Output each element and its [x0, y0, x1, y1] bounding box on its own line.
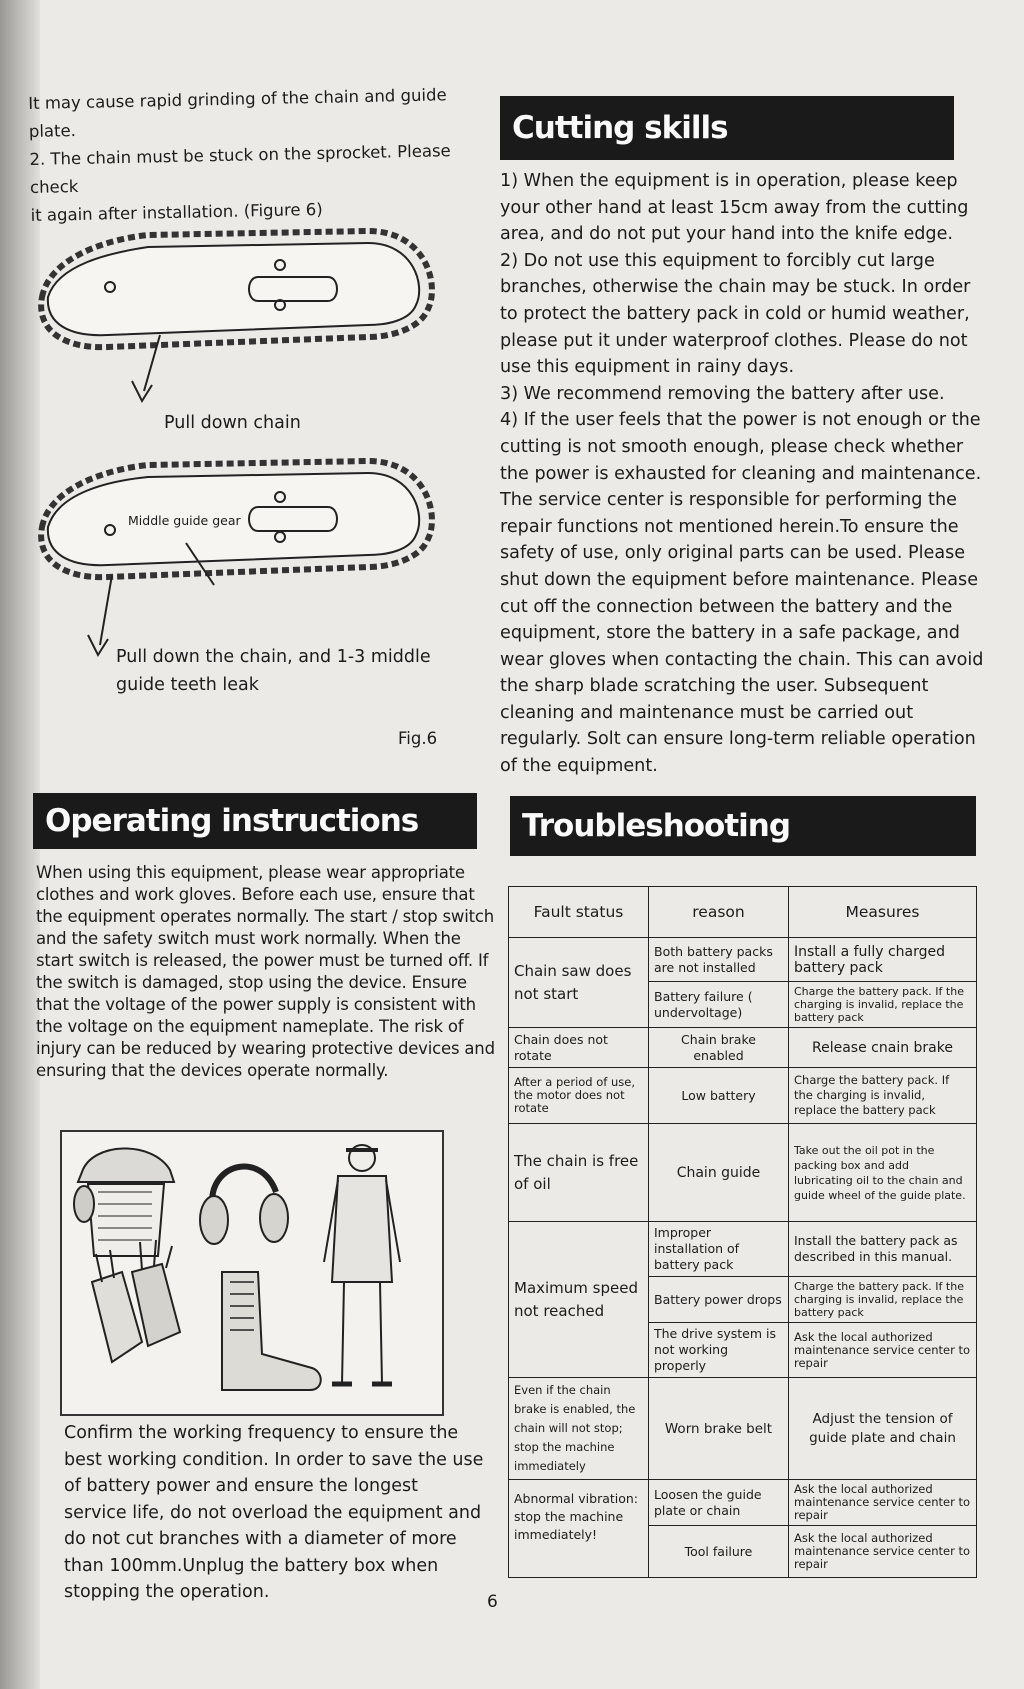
face-shield-helmet-icon — [74, 1148, 174, 1256]
protective-equipment-illustration — [60, 1130, 444, 1416]
measure-cell: Ask the local authorized maintenance service center to repair — [789, 1526, 977, 1578]
measure-cell: Charge the battery pack. If the charging is invalid, replace the battery pack — [789, 1277, 977, 1323]
figure-caption: Fig.6 — [398, 729, 438, 748]
arrow-down-icon — [88, 575, 112, 655]
fault-cell: Chain does not rotate — [509, 1028, 649, 1068]
chain-diagram-illustration — [28, 225, 468, 745]
operating-instructions-text: When using this equipment, please wear appropriate clothes and work gloves. Before each use, ensure that the equipment operates normally. The start / stop switch and the safety switch must work normally. When the start switch is released, the power must be turned off. If the switch is damaged, stop using the device. Ensure that the voltage of the power supply is consistent with the voltage on the equipment nameplate. The risk of injury can be reduced by wearing protective devices and ensuring that the devices operate normally. — [36, 863, 495, 1080]
fault-cell: Even if the chain brake is enabled, the chain will not stop; stop the machine immediately — [509, 1378, 649, 1480]
reason-cell: Both battery packs are not installed — [649, 938, 789, 982]
measure-cell: Ask the local authorized maintenance service center to repair — [789, 1480, 977, 1526]
reason-cell: Low battery — [649, 1068, 789, 1124]
measure-cell: Charge the battery pack. If the charging is invalid, replace the battery pack — [789, 1068, 977, 1124]
work-gloves-icon — [92, 1240, 180, 1362]
intro-text — [28, 85, 498, 230]
intro-line: it again after installation. (Figure 6) — [30, 199, 323, 225]
table-row — [509, 1480, 977, 1526]
reason-cell: Chain brake enabled — [649, 1028, 789, 1068]
measure-cell: Take out the oil pot in the packing box and add lubricating oil to the chain and guide wheel of the guide plate. — [789, 1124, 977, 1222]
intro-line: It may cause rapid grinding of the chain and guide plate. — [28, 85, 447, 141]
fault-cell: Maximum speed not reached — [509, 1222, 649, 1378]
cutting-paragraph: 4) If the user feels that the power is not enough or the cutting is not smooth enough, please check whether the power is exhausted for cleaning and maintenance. The service center is responsible for performing the repair functions not mentioned herein.To ensure the safety of use, only original parts can be used. Please shut down the equipment before maintenance. Please cut off the connection between the battery and the equipment, store the battery in a safe package, and wear gloves when contacting the chain. This can avoid the sharp blade scratching the user. Subsequent cleaning and maintenance must be carried out regularly. Solt can ensure long-term reliable operation of the equipment. — [500, 410, 984, 777]
label-pull-down-chain: Pull down chain — [164, 413, 301, 433]
cutting-skills-text — [500, 168, 990, 780]
guide-bar-top — [41, 231, 432, 347]
troubleshooting-table — [508, 886, 977, 1578]
table-row — [509, 938, 977, 982]
heading-operating-instructions: Operating instructions — [33, 793, 477, 849]
worker-in-protective-clothing-icon — [324, 1145, 400, 1384]
table-row — [509, 1378, 977, 1480]
reason-cell: Improper installation of battery pack — [649, 1222, 789, 1277]
table-row — [509, 1124, 977, 1222]
fault-cell: Chain saw does not start — [509, 938, 649, 1028]
measure-cell: Release cnain brake — [789, 1028, 977, 1068]
reason-cell: The drive system is not working properly — [649, 1323, 789, 1378]
table-row — [509, 1028, 977, 1068]
header-reason: reason — [649, 887, 789, 938]
table-row — [509, 1068, 977, 1124]
measure-cell: Ask the local authorized maintenance service center to repair — [789, 1323, 977, 1378]
label-pull-down-chain-leak: Pull down the chain, and 1-3 middle — [116, 647, 431, 667]
measure-cell: Install the battery pack as described in this manual. — [789, 1222, 977, 1277]
reason-cell: Chain guide — [649, 1124, 789, 1222]
heading-troubleshooting: Troubleshooting — [510, 796, 976, 856]
header-measures: Measures — [789, 887, 977, 938]
fault-cell: Abnormal vibration: stop the machine immediately! — [509, 1480, 649, 1578]
safety-boot-icon — [222, 1272, 321, 1390]
cutting-paragraph: 1) When the equipment is in operation, please keep your other hand at least 15cm away from the cutting area, and do not put your hand into the knife edge. — [500, 171, 969, 245]
reason-cell: Battery failure ( undervoltage) — [649, 982, 789, 1028]
figure-6-chain-diagram — [28, 225, 468, 748]
label-middle-guide-gear: Middle guide gear — [128, 513, 241, 528]
reason-cell: Loosen the guide plate or chain — [649, 1480, 789, 1526]
header-fault-status: Fault status — [509, 887, 649, 938]
reason-cell: Battery power drops — [649, 1277, 789, 1323]
cutting-paragraph: 3) We recommend removing the battery after use. — [500, 383, 945, 404]
reason-cell: Tool failure — [649, 1526, 789, 1578]
table-row — [509, 1222, 977, 1277]
intro-line: 2. The chain must be stuck on the sprocket. Please check — [29, 141, 451, 197]
measure-cell: Charge the battery pack. If the charging is invalid, replace the battery pack — [789, 982, 977, 1028]
page-number: 6 — [487, 1592, 498, 1612]
label-pull-down-chain-leak-2: guide teeth leak — [116, 675, 259, 695]
reason-cell: Worn brake belt — [649, 1378, 789, 1480]
table-header-row — [509, 887, 977, 938]
fault-cell: The chain is free of oil — [509, 1124, 649, 1222]
measure-cell: Install a fully charged battery pack — [789, 938, 977, 982]
fault-cell: After a period of use, the motor does not rotate — [509, 1068, 649, 1124]
cutting-paragraph: 2) Do not use this equipment to forcibly cut large branches, otherwise the chain may be stuck. In order to protect the battery pack in cold or humid weather, please put it under waterproof clothes. Please do not use this equipment in rainy days. — [500, 250, 971, 378]
heading-cutting-skills: Cutting skills — [500, 96, 954, 160]
operating-bottom-text: Confirm the working frequency to ensure the best working condition. In order to save the use of battery power and ensure the longest service life, do not overload the equipment and do not cut branches with a diameter of more than 100mm.Unplug the battery box when stopping the operation. — [64, 1423, 484, 1602]
ear-muffs-icon — [200, 1167, 288, 1244]
measure-cell: Adjust the tension of guide plate and chain — [789, 1378, 977, 1480]
